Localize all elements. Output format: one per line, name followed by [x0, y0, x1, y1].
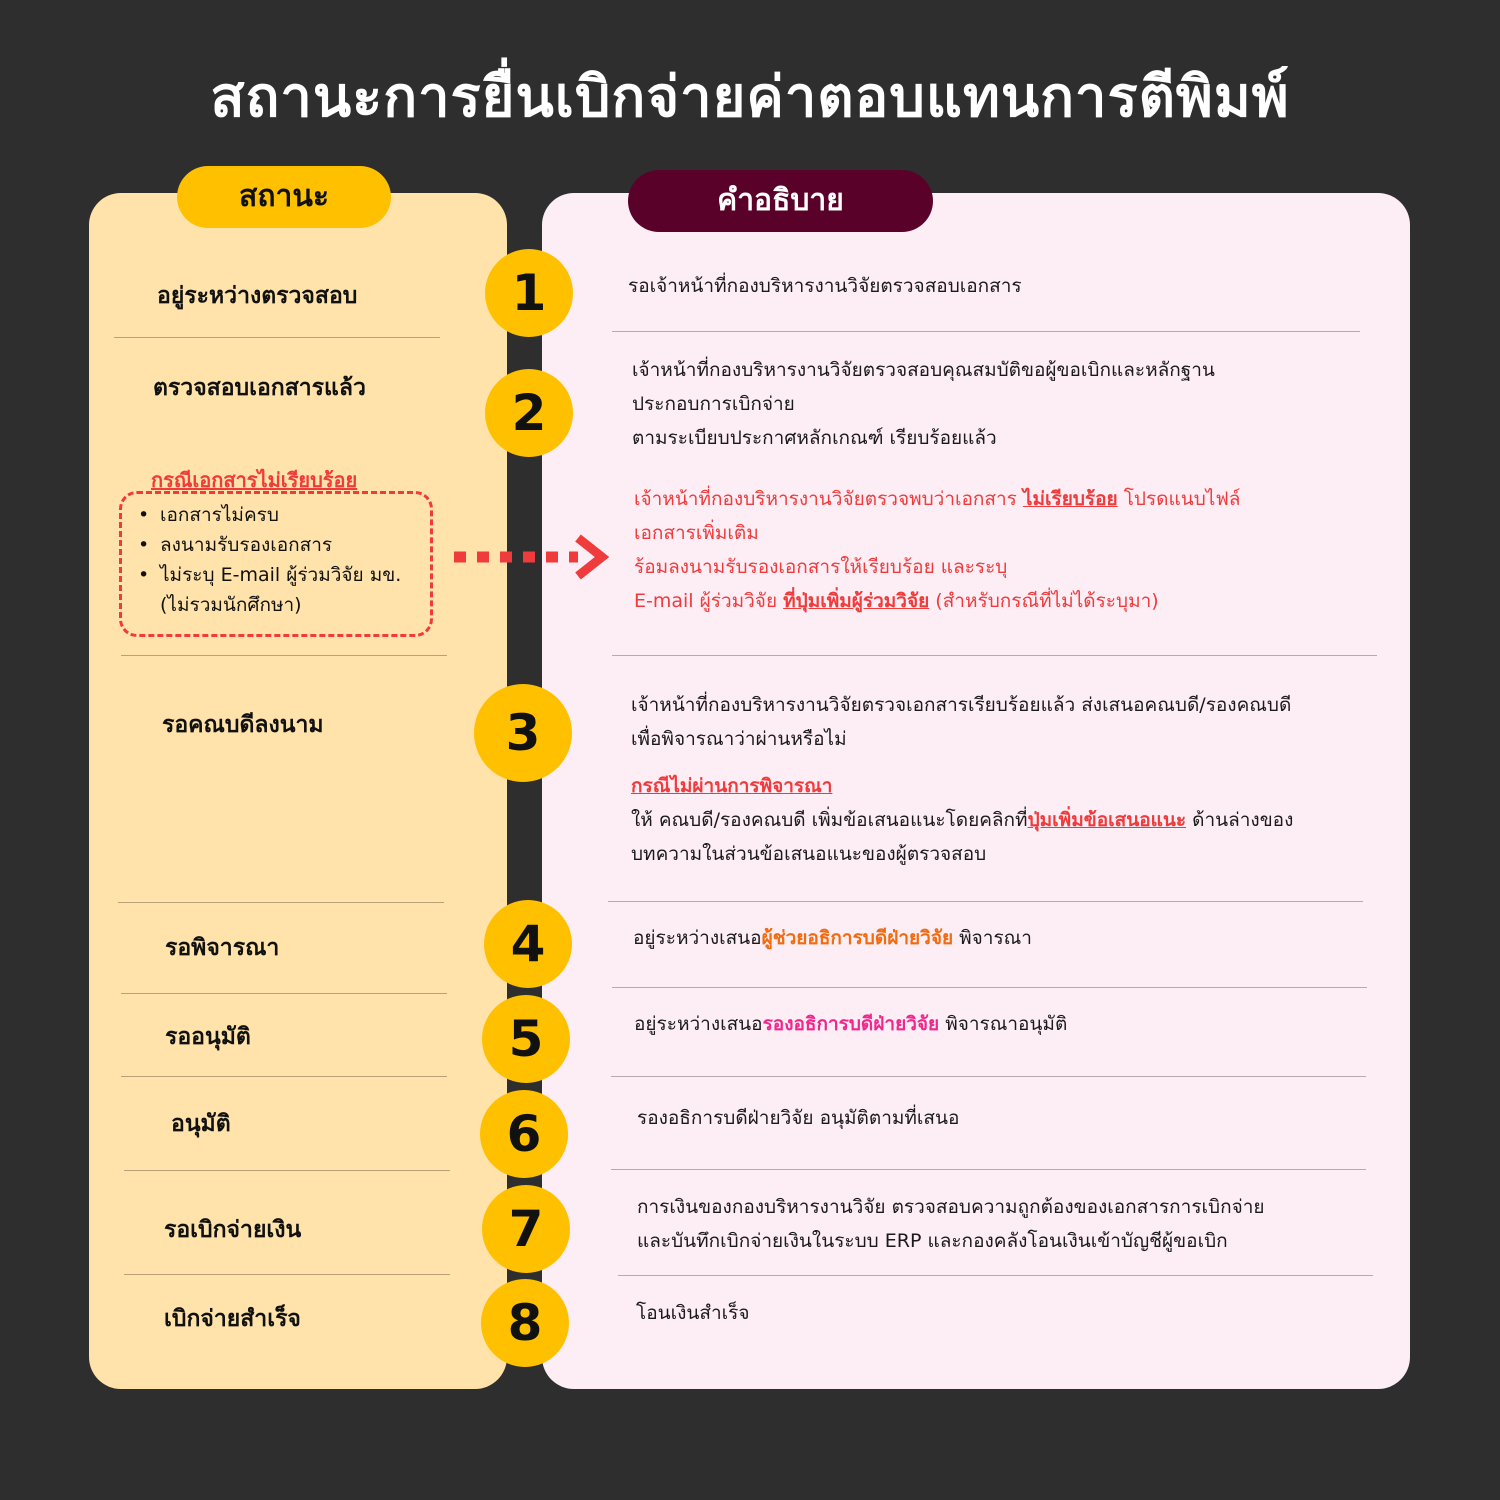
description-divider — [612, 655, 1377, 656]
page-title: สถานะการยื่นเบิกจ่ายค่าตอบแทนการตีพิมพ์ — [210, 65, 1290, 130]
status-label-1: อยู่ระหว่างตรวจสอบ — [157, 283, 358, 309]
step-number-2: 2 — [485, 369, 573, 457]
step-number-4: 4 — [484, 900, 572, 988]
description-4: อยู่ระหว่างเสนอผู้ช่วยอธิการบดีฝ่ายวิจัย พิจารณา — [633, 927, 1032, 949]
description-2: เจ้าหน้าที่กองบริหารงานวิจัยตรวจสอบคุณสมบัติขอผู้ขอเบิกและหลักฐาน ประกอบการเบิกจ่าย ตามระเบียบประกาศหลักเกณฑ์ เรียบร้อยแล้ว — [632, 359, 1215, 449]
incomplete-case-description: เจ้าหน้าที่กองบริหารงานวิจัยตรวจพบว่าเอกสาร ไม่เรียบร้อย โปรดแนบไฟล์ เอกสารเพิ่มเติม ร้อมลงนามรับรองเอกสารให้เรียบร้อย และระบุ E-mail ผู้ร่วมวิจัย ที่ปุ่มเพิ่มผู้ร่วมวิจัย (สำหรับกรณีที่ไม่ได้ระบุมา) — [634, 488, 1241, 612]
rejected-case-title: กรณีไม่ผ่านการพิจารณา — [631, 775, 833, 797]
status-divider — [124, 1170, 450, 1171]
status-label-7: รอเบิกจ่ายเงิน — [164, 1217, 302, 1243]
description-divider — [608, 901, 1363, 902]
incomplete-case-list — [138, 500, 401, 620]
rejected-case-description: กรณีไม่ผ่านการพิจารณา ให้ คณบดี/รองคณบดี เพิ่มข้อเสนอแนะโดยคลิกที่ปุ่มเพิ่มข้อเสนอแนะ ด้านล่างของ บทความในส่วนข้อเสนอแนะของผู้ตรวจสอบ — [631, 769, 1293, 871]
status-divider — [114, 337, 440, 338]
status-divider — [121, 993, 447, 994]
status-label-4: รอพิจารณา — [165, 935, 280, 961]
step-number-6: 6 — [480, 1090, 568, 1178]
description-8: โอนเงินสำเร็จ — [636, 1302, 750, 1324]
description-divider — [611, 1076, 1366, 1077]
description-3: เจ้าหน้าที่กองบริหารงานวิจัยตรวจเอกสารเรียบร้อยแล้ว ส่งเสนอคณบดี/รองคณบดี เพื่อพิจารณาว่าผ่านหรือไม่ — [631, 694, 1292, 750]
description-divider — [618, 1275, 1373, 1276]
status-label-5: รออนุมัติ — [165, 1024, 251, 1050]
step-number-8: 8 — [481, 1279, 569, 1367]
description-7: การเงินของกองบริหารงานวิจัย ตรวจสอบความถูกต้องของเอกสารการเบิกจ่าย และบันทึกเบิกจ่ายเงินในระบบ ERP และกองคลังโอนเงินเข้าบัญชีผู้ขอเบิก — [637, 1196, 1265, 1252]
dotted-arrow-icon — [450, 530, 620, 584]
step-number-3: 3 — [474, 684, 572, 782]
step-number-7: 7 — [482, 1185, 570, 1273]
description-divider — [612, 987, 1367, 988]
description-1: รอเจ้าหน้าที่กองบริหารงานวิจัยตรวจสอบเอกสาร — [628, 275, 1022, 297]
description-header: คำอธิบาย — [628, 170, 933, 232]
list-item: • เอกสารไม่ครบ — [138, 500, 401, 530]
description-divider — [612, 331, 1360, 332]
list-item: • ลงนามรับรองเอกสาร — [138, 530, 401, 560]
step-number-5: 5 — [482, 995, 570, 1083]
status-label-8: เบิกจ่ายสำเร็จ — [164, 1306, 301, 1332]
step-number-1: 1 — [485, 249, 573, 337]
description-6: รองอธิการบดีฝ่ายวิจัย อนุมัติตามที่เสนอ — [637, 1107, 960, 1129]
list-item: • ไม่ระบุ E-mail ผู้ร่วมวิจัย มข. — [138, 560, 401, 590]
status-divider — [121, 655, 447, 656]
description-divider — [611, 1169, 1366, 1170]
incomplete-case-title: กรณีเอกสารไม่เรียบร้อย — [151, 468, 358, 492]
list-item-continuation: (ไม่รวมนักศึกษา) — [160, 594, 302, 616]
status-header: สถานะ — [177, 166, 391, 228]
status-label-3: รอคณบดีลงนาม — [162, 712, 324, 738]
status-divider — [118, 902, 444, 903]
status-label-6: อนุมัติ — [171, 1111, 231, 1137]
status-label-2: ตรวจสอบเอกสารแล้ว — [153, 375, 366, 401]
status-divider — [124, 1274, 450, 1275]
description-5: อยู่ระหว่างเสนอรองอธิการบดีฝ่ายวิจัย พิจารณาอนุมัติ — [634, 1013, 1068, 1035]
status-divider — [121, 1076, 447, 1077]
